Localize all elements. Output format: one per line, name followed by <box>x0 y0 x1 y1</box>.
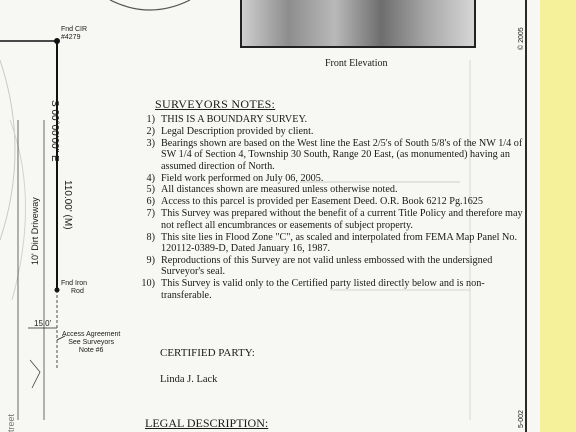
note-item <box>133 114 523 125</box>
fnd-cir-number: #4279 <box>61 34 81 41</box>
access-line-3: Note #6 <box>78 347 104 354</box>
note-item <box>133 184 523 195</box>
note-number: 6) <box>146 196 155 208</box>
note-number: 9) <box>146 254 155 266</box>
surveyors-notes-title: SURVEYORS NOTES: <box>155 97 276 111</box>
note-number: 4) <box>146 172 155 184</box>
note-item <box>133 173 523 184</box>
dimension-label: 15.0' <box>34 319 52 328</box>
fnd-iron-text: Fnd Iron <box>61 280 88 287</box>
copyright-year: © 2005 <box>518 27 525 50</box>
front-elevation-photo <box>240 0 476 48</box>
fnd-cir-text: Fnd CIR <box>61 26 88 33</box>
certified-party-title: CERTIFIED PARTY: <box>160 347 255 359</box>
note-number: 8) <box>146 231 155 243</box>
note-number: 3) <box>146 137 155 149</box>
note-text: All distances shown are measured unless otherwise noted. <box>161 184 398 196</box>
fnd-iron-rod: Rod <box>71 288 84 295</box>
note-number: 5) <box>146 184 155 196</box>
note-text: Access to this parcel is provided per Easement Deed. O.R. Book 6212 Pg.1625 <box>161 196 483 208</box>
note-number: 7) <box>146 208 155 220</box>
note-text: Legal Description provided by client. <box>161 125 314 137</box>
note-number: 1) <box>146 114 155 125</box>
bearing-label: S 00°00'00" E <box>49 100 60 162</box>
page-border <box>525 0 527 432</box>
note-text: This Survey is valid only to the Certified party listed directly below and is non-transferable. <box>161 278 485 301</box>
note-number: 10) <box>141 278 155 290</box>
photo-caption: Front Elevation <box>325 58 388 69</box>
fnd-iron-label <box>61 280 87 296</box>
corner-number: 5-002 <box>518 410 525 428</box>
note-text: THIS IS A BOUNDARY SURVEY. <box>161 114 308 125</box>
note-text: Reproductions of this Survey are not valid unless embossed with the undersigned Surveyor's seal. <box>161 254 493 278</box>
note-item <box>133 196 523 207</box>
certified-party-name: Linda J. Lack <box>160 374 218 385</box>
distance-label: 110.00' (M) <box>62 180 73 230</box>
fnd-cir-label <box>61 26 87 42</box>
note-text: This site lies in Flood Zone "C", as scaled and interpolated from FEMA Map Panel No. 120112-0389-D, Dated January 16, 1987. <box>161 231 518 254</box>
street-label: treet <box>6 413 16 432</box>
surveyors-notes-list <box>133 114 523 302</box>
note-number: 2) <box>146 125 155 137</box>
legal-description-title: LEGAL DESCRIPTION: <box>145 416 269 430</box>
driveway-label: 10' Dirt Driveway <box>30 197 40 265</box>
access-line-1: Access Agreement <box>62 331 121 338</box>
note-item <box>133 255 523 278</box>
note-item <box>133 126 523 137</box>
note-item <box>133 278 523 301</box>
note-item <box>133 208 523 231</box>
note-item <box>133 138 523 172</box>
note-text: Field work performed on July 06, 2005. <box>161 172 324 184</box>
note-item <box>133 232 523 255</box>
access-line-2: See Surveyors <box>68 339 115 346</box>
access-note <box>62 331 120 355</box>
note-text: This Survey was prepared without the benefit of a current Title Policy and therefore may not reflect all encumbrances or easements of subject property. <box>161 208 523 231</box>
note-text: Bearings shown are based on the West line the East 2/5's of South 5/8's of the NW 1/4 of SW 1/4 of Section 4, Township 30 South, Range 20 East, (as monumented) having an assumed direction of North. <box>161 137 523 172</box>
